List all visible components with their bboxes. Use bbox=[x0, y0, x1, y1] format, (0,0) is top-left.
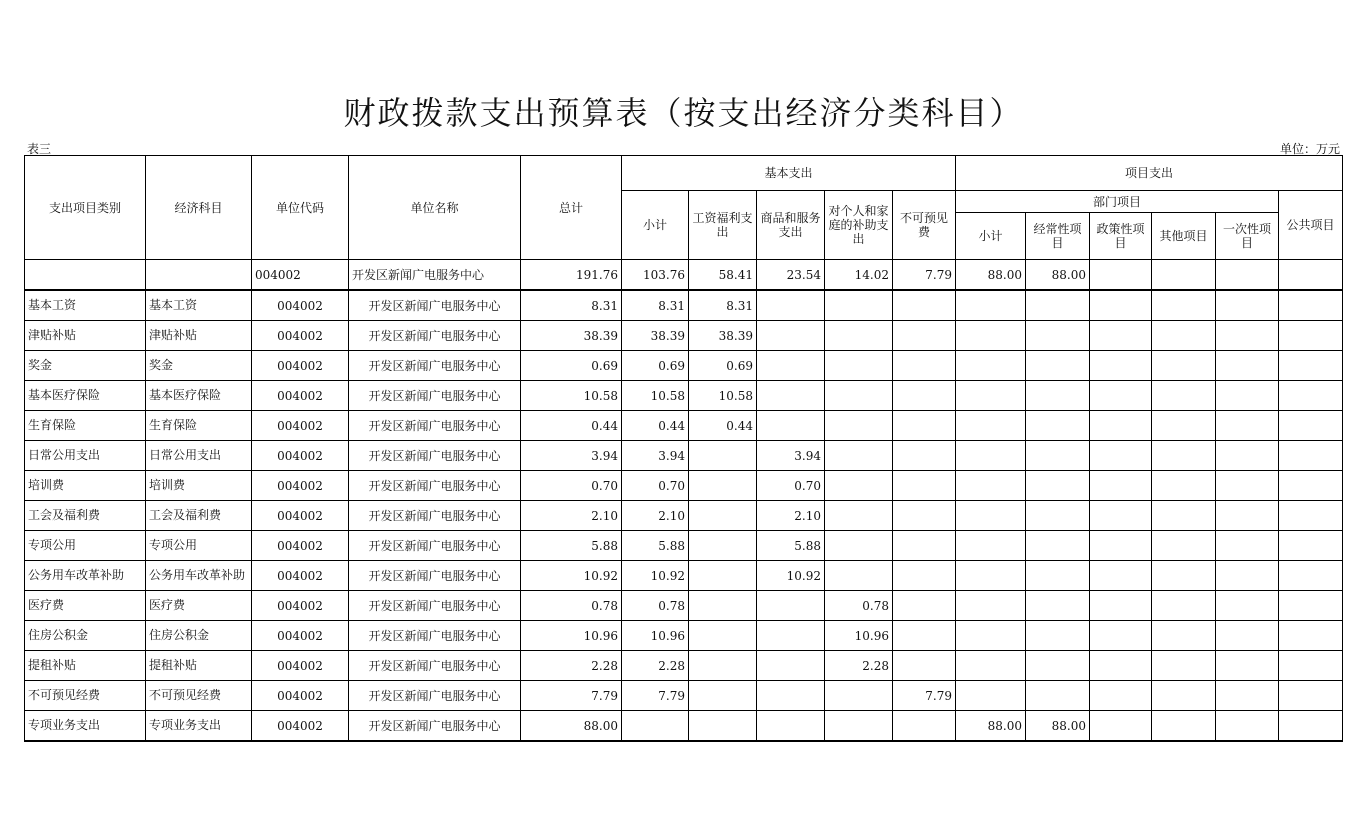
unit-label: 单位：万元 bbox=[1279, 142, 1340, 156]
cell-econ: 基本医疗保险 bbox=[146, 381, 252, 411]
cell-unforeseen bbox=[893, 711, 956, 742]
cell-category: 津贴补贴 bbox=[25, 321, 146, 351]
cell-unforeseen bbox=[893, 471, 956, 501]
cell-policy bbox=[1090, 531, 1152, 561]
cell-policy bbox=[1090, 621, 1152, 651]
cell-personal: 0.78 bbox=[825, 591, 893, 621]
cell-operating bbox=[1026, 441, 1090, 471]
cell-name: 开发区新闻广电服务中心 bbox=[349, 591, 521, 621]
cell-personal bbox=[825, 561, 893, 591]
cell-policy bbox=[1090, 290, 1152, 321]
header-econ: 经济科目 bbox=[146, 156, 252, 260]
cell-unforeseen bbox=[893, 561, 956, 591]
cell-name: 开发区新闻广电服务中心 bbox=[349, 651, 521, 681]
cell-wage bbox=[689, 711, 757, 742]
cell-operating: 88.00 bbox=[1026, 711, 1090, 742]
cell-project-subtotal bbox=[956, 351, 1026, 381]
cell-personal: 14.02 bbox=[825, 260, 893, 291]
cell-goods bbox=[757, 381, 825, 411]
cell-other bbox=[1152, 441, 1216, 471]
cell-onetime bbox=[1216, 260, 1279, 291]
cell-wage: 0.69 bbox=[689, 351, 757, 381]
cell-policy bbox=[1090, 591, 1152, 621]
cell-other bbox=[1152, 711, 1216, 742]
cell-other bbox=[1152, 681, 1216, 711]
cell-other bbox=[1152, 321, 1216, 351]
cell-project-subtotal bbox=[956, 471, 1026, 501]
cell-unforeseen bbox=[893, 321, 956, 351]
cell-operating bbox=[1026, 321, 1090, 351]
table-row bbox=[25, 381, 1343, 411]
header-onetime: 一次性项目 bbox=[1216, 213, 1279, 260]
cell-other bbox=[1152, 651, 1216, 681]
header-total: 总计 bbox=[521, 156, 622, 260]
cell-policy bbox=[1090, 321, 1152, 351]
header-operating: 经常性项目 bbox=[1026, 213, 1090, 260]
cell-other bbox=[1152, 351, 1216, 381]
cell-category: 公务用车改革补助 bbox=[25, 561, 146, 591]
cell-econ bbox=[146, 260, 252, 291]
cell-other bbox=[1152, 290, 1216, 321]
cell-onetime bbox=[1216, 561, 1279, 591]
cell-operating bbox=[1026, 411, 1090, 441]
cell-personal bbox=[825, 501, 893, 531]
cell-name: 开发区新闻广电服务中心 bbox=[349, 441, 521, 471]
cell-policy bbox=[1090, 711, 1152, 742]
cell-operating bbox=[1026, 531, 1090, 561]
cell-personal bbox=[825, 381, 893, 411]
cell-basic-subtotal: 7.79 bbox=[622, 681, 689, 711]
cell-name: 开发区新闻广电服务中心 bbox=[349, 621, 521, 651]
cell-public bbox=[1279, 591, 1343, 621]
cell-public bbox=[1279, 561, 1343, 591]
cell-basic-subtotal: 103.76 bbox=[622, 260, 689, 291]
table-row bbox=[25, 561, 1343, 591]
header-p-subtotal: 小计 bbox=[956, 213, 1026, 260]
cell-project-subtotal bbox=[956, 591, 1026, 621]
cell-personal bbox=[825, 411, 893, 441]
cell-unforeseen bbox=[893, 651, 956, 681]
cell-code: 004002 bbox=[252, 260, 349, 291]
cell-public bbox=[1279, 290, 1343, 321]
cell-unforeseen: 7.79 bbox=[893, 260, 956, 291]
cell-goods: 2.10 bbox=[757, 501, 825, 531]
cell-name: 开发区新闻广电服务中心 bbox=[349, 260, 521, 291]
cell-econ: 公务用车改革补助 bbox=[146, 561, 252, 591]
cell-project-subtotal bbox=[956, 441, 1026, 471]
header-row-1 bbox=[25, 156, 1343, 191]
cell-unforeseen: 7.79 bbox=[893, 681, 956, 711]
cell-basic-subtotal: 0.69 bbox=[622, 351, 689, 381]
cell-policy bbox=[1090, 411, 1152, 441]
cell-category: 住房公积金 bbox=[25, 621, 146, 651]
table-row bbox=[25, 321, 1343, 351]
cell-code: 004002 bbox=[252, 681, 349, 711]
cell-project-subtotal bbox=[956, 321, 1026, 351]
cell-other bbox=[1152, 260, 1216, 291]
cell-public bbox=[1279, 381, 1343, 411]
header-unforeseen: 不可预见费 bbox=[893, 191, 956, 260]
cell-code: 004002 bbox=[252, 501, 349, 531]
cell-operating bbox=[1026, 681, 1090, 711]
header-subtotal: 小计 bbox=[622, 191, 689, 260]
cell-operating bbox=[1026, 351, 1090, 381]
cell-policy bbox=[1090, 651, 1152, 681]
cell-other bbox=[1152, 621, 1216, 651]
cell-basic-subtotal: 3.94 bbox=[622, 441, 689, 471]
cell-personal bbox=[825, 351, 893, 381]
table-row bbox=[25, 621, 1343, 651]
cell-wage: 0.44 bbox=[689, 411, 757, 441]
cell-onetime bbox=[1216, 681, 1279, 711]
cell-name: 开发区新闻广电服务中心 bbox=[349, 321, 521, 351]
cell-name: 开发区新闻广电服务中心 bbox=[349, 531, 521, 561]
header-other: 其他项目 bbox=[1152, 213, 1216, 260]
cell-total: 0.44 bbox=[521, 411, 622, 441]
cell-name: 开发区新闻广电服务中心 bbox=[349, 681, 521, 711]
cell-category: 基本工资 bbox=[25, 290, 146, 321]
cell-code: 004002 bbox=[252, 591, 349, 621]
cell-onetime bbox=[1216, 591, 1279, 621]
cell-onetime bbox=[1216, 501, 1279, 531]
cell-public bbox=[1279, 711, 1343, 742]
cell-unforeseen bbox=[893, 351, 956, 381]
cell-basic-subtotal: 10.92 bbox=[622, 561, 689, 591]
cell-wage bbox=[689, 591, 757, 621]
cell-category: 日常公用支出 bbox=[25, 441, 146, 471]
cell-total: 8.31 bbox=[521, 290, 622, 321]
header-policy: 政策性项目 bbox=[1090, 213, 1152, 260]
cell-code: 004002 bbox=[252, 651, 349, 681]
cell-public bbox=[1279, 621, 1343, 651]
cell-project-subtotal bbox=[956, 501, 1026, 531]
cell-public bbox=[1279, 411, 1343, 441]
cell-project-subtotal bbox=[956, 531, 1026, 561]
cell-total: 3.94 bbox=[521, 441, 622, 471]
cell-policy bbox=[1090, 501, 1152, 531]
cell-unforeseen bbox=[893, 501, 956, 531]
cell-operating: 88.00 bbox=[1026, 260, 1090, 291]
cell-econ: 医疗费 bbox=[146, 591, 252, 621]
cell-total: 0.78 bbox=[521, 591, 622, 621]
table-row bbox=[25, 711, 1343, 742]
cell-project-subtotal bbox=[956, 411, 1026, 441]
cell-personal bbox=[825, 321, 893, 351]
cell-operating bbox=[1026, 290, 1090, 321]
cell-goods bbox=[757, 591, 825, 621]
cell-other bbox=[1152, 591, 1216, 621]
cell-unforeseen bbox=[893, 381, 956, 411]
cell-goods: 10.92 bbox=[757, 561, 825, 591]
header-project: 项目支出 bbox=[956, 156, 1343, 191]
cell-goods bbox=[757, 411, 825, 441]
cell-project-subtotal bbox=[956, 561, 1026, 591]
cell-goods: 5.88 bbox=[757, 531, 825, 561]
cell-goods bbox=[757, 351, 825, 381]
cell-basic-subtotal: 8.31 bbox=[622, 290, 689, 321]
cell-policy bbox=[1090, 260, 1152, 291]
cell-total: 0.70 bbox=[521, 471, 622, 501]
table-row bbox=[25, 471, 1343, 501]
cell-basic-subtotal: 5.88 bbox=[622, 531, 689, 561]
cell-code: 004002 bbox=[252, 351, 349, 381]
cell-total: 2.10 bbox=[521, 501, 622, 531]
cell-other bbox=[1152, 531, 1216, 561]
cell-wage bbox=[689, 621, 757, 651]
cell-total: 7.79 bbox=[521, 681, 622, 711]
cell-public bbox=[1279, 501, 1343, 531]
cell-total: 88.00 bbox=[521, 711, 622, 742]
cell-code: 004002 bbox=[252, 290, 349, 321]
cell-goods: 3.94 bbox=[757, 441, 825, 471]
table-row bbox=[25, 681, 1343, 711]
cell-basic-subtotal: 10.96 bbox=[622, 621, 689, 651]
cell-other bbox=[1152, 471, 1216, 501]
cell-total: 38.39 bbox=[521, 321, 622, 351]
cell-policy bbox=[1090, 471, 1152, 501]
cell-wage bbox=[689, 531, 757, 561]
cell-category: 培训费 bbox=[25, 471, 146, 501]
cell-personal bbox=[825, 290, 893, 321]
cell-project-subtotal bbox=[956, 621, 1026, 651]
cell-basic-subtotal: 0.78 bbox=[622, 591, 689, 621]
cell-unforeseen bbox=[893, 621, 956, 651]
cell-personal: 10.96 bbox=[825, 621, 893, 651]
cell-basic-subtotal bbox=[622, 711, 689, 742]
cell-name: 开发区新闻广电服务中心 bbox=[349, 411, 521, 441]
header-personal: 对个人和家庭的补助支出 bbox=[825, 191, 893, 260]
cell-project-subtotal bbox=[956, 290, 1026, 321]
cell-category: 医疗费 bbox=[25, 591, 146, 621]
cell-operating bbox=[1026, 591, 1090, 621]
cell-goods bbox=[757, 290, 825, 321]
cell-basic-subtotal: 0.44 bbox=[622, 411, 689, 441]
cell-onetime bbox=[1216, 351, 1279, 381]
cell-onetime bbox=[1216, 471, 1279, 501]
cell-public bbox=[1279, 651, 1343, 681]
cell-code: 004002 bbox=[252, 531, 349, 561]
cell-personal bbox=[825, 441, 893, 471]
cell-total: 191.76 bbox=[521, 260, 622, 291]
cell-econ: 住房公积金 bbox=[146, 621, 252, 651]
cell-econ: 津贴补贴 bbox=[146, 321, 252, 351]
cell-wage: 8.31 bbox=[689, 290, 757, 321]
cell-category: 专项公用 bbox=[25, 531, 146, 561]
cell-other bbox=[1152, 381, 1216, 411]
cell-basic-subtotal: 2.28 bbox=[622, 651, 689, 681]
cell-policy bbox=[1090, 681, 1152, 711]
header-wage: 工资福利支出 bbox=[689, 191, 757, 260]
cell-unforeseen bbox=[893, 441, 956, 471]
cell-wage bbox=[689, 561, 757, 591]
cell-onetime bbox=[1216, 411, 1279, 441]
cell-wage bbox=[689, 651, 757, 681]
cell-goods bbox=[757, 711, 825, 742]
cell-goods bbox=[757, 651, 825, 681]
table-row bbox=[25, 501, 1343, 531]
cell-policy bbox=[1090, 561, 1152, 591]
cell-total: 10.58 bbox=[521, 381, 622, 411]
cell-operating bbox=[1026, 651, 1090, 681]
cell-wage bbox=[689, 681, 757, 711]
cell-econ: 提租补贴 bbox=[146, 651, 252, 681]
cell-econ: 生育保险 bbox=[146, 411, 252, 441]
cell-basic-subtotal: 38.39 bbox=[622, 321, 689, 351]
header-basic: 基本支出 bbox=[622, 156, 956, 191]
table-row bbox=[25, 260, 1343, 291]
cell-public bbox=[1279, 441, 1343, 471]
cell-basic-subtotal: 10.58 bbox=[622, 381, 689, 411]
cell-econ: 专项业务支出 bbox=[146, 711, 252, 742]
cell-name: 开发区新闻广电服务中心 bbox=[349, 381, 521, 411]
cell-public bbox=[1279, 321, 1343, 351]
cell-econ: 基本工资 bbox=[146, 290, 252, 321]
cell-personal bbox=[825, 681, 893, 711]
cell-wage bbox=[689, 441, 757, 471]
cell-operating bbox=[1026, 471, 1090, 501]
header-dept-project: 部门项目 bbox=[956, 191, 1279, 213]
cell-code: 004002 bbox=[252, 381, 349, 411]
cell-category: 基本医疗保险 bbox=[25, 381, 146, 411]
cell-public bbox=[1279, 351, 1343, 381]
cell-public bbox=[1279, 471, 1343, 501]
header-name: 单位名称 bbox=[349, 156, 521, 260]
cell-wage: 10.58 bbox=[689, 381, 757, 411]
cell-onetime bbox=[1216, 711, 1279, 742]
cell-goods: 0.70 bbox=[757, 471, 825, 501]
cell-wage bbox=[689, 501, 757, 531]
header-category: 支出项目类别 bbox=[25, 156, 146, 260]
cell-name: 开发区新闻广电服务中心 bbox=[349, 561, 521, 591]
cell-project-subtotal bbox=[956, 381, 1026, 411]
table-number: 表三 bbox=[27, 142, 52, 156]
cell-project-subtotal bbox=[956, 681, 1026, 711]
cell-name: 开发区新闻广电服务中心 bbox=[349, 351, 521, 381]
cell-name: 开发区新闻广电服务中心 bbox=[349, 501, 521, 531]
page-title: 财政拨款支出预算表（按支出经济分类科目） bbox=[343, 94, 1024, 132]
cell-personal bbox=[825, 531, 893, 561]
cell-personal: 2.28 bbox=[825, 651, 893, 681]
cell-unforeseen bbox=[893, 411, 956, 441]
table-row bbox=[25, 290, 1343, 321]
cell-category: 专项业务支出 bbox=[25, 711, 146, 742]
cell-wage: 58.41 bbox=[689, 260, 757, 291]
cell-project-subtotal: 88.00 bbox=[956, 711, 1026, 742]
cell-other bbox=[1152, 411, 1216, 441]
cell-code: 004002 bbox=[252, 411, 349, 441]
table-row bbox=[25, 651, 1343, 681]
cell-econ: 专项公用 bbox=[146, 531, 252, 561]
cell-onetime bbox=[1216, 621, 1279, 651]
table-row bbox=[25, 441, 1343, 471]
cell-unforeseen bbox=[893, 591, 956, 621]
cell-policy bbox=[1090, 351, 1152, 381]
cell-goods: 23.54 bbox=[757, 260, 825, 291]
cell-onetime bbox=[1216, 290, 1279, 321]
cell-category: 提租补贴 bbox=[25, 651, 146, 681]
cell-code: 004002 bbox=[252, 621, 349, 651]
cell-basic-subtotal: 2.10 bbox=[622, 501, 689, 531]
cell-other bbox=[1152, 501, 1216, 531]
budget-table bbox=[24, 155, 1343, 742]
header-goods: 商品和服务支出 bbox=[757, 191, 825, 260]
table-row bbox=[25, 411, 1343, 441]
cell-public bbox=[1279, 531, 1343, 561]
cell-code: 004002 bbox=[252, 471, 349, 501]
cell-goods bbox=[757, 681, 825, 711]
cell-total: 10.92 bbox=[521, 561, 622, 591]
cell-other bbox=[1152, 561, 1216, 591]
cell-onetime bbox=[1216, 651, 1279, 681]
cell-policy bbox=[1090, 441, 1152, 471]
cell-operating bbox=[1026, 501, 1090, 531]
cell-name: 开发区新闻广电服务中心 bbox=[349, 471, 521, 501]
cell-total: 0.69 bbox=[521, 351, 622, 381]
cell-project-subtotal: 88.00 bbox=[956, 260, 1026, 291]
table-row bbox=[25, 591, 1343, 621]
cell-personal bbox=[825, 471, 893, 501]
cell-onetime bbox=[1216, 441, 1279, 471]
cell-total: 5.88 bbox=[521, 531, 622, 561]
cell-name: 开发区新闻广电服务中心 bbox=[349, 290, 521, 321]
cell-basic-subtotal: 0.70 bbox=[622, 471, 689, 501]
cell-goods bbox=[757, 321, 825, 351]
cell-category: 工会及福利费 bbox=[25, 501, 146, 531]
cell-code: 004002 bbox=[252, 321, 349, 351]
cell-category: 奖金 bbox=[25, 351, 146, 381]
cell-category: 不可预见经费 bbox=[25, 681, 146, 711]
cell-unforeseen bbox=[893, 531, 956, 561]
cell-unforeseen bbox=[893, 290, 956, 321]
cell-public bbox=[1279, 681, 1343, 711]
cell-wage: 38.39 bbox=[689, 321, 757, 351]
table-row bbox=[25, 351, 1343, 381]
cell-public bbox=[1279, 260, 1343, 291]
header-code: 单位代码 bbox=[252, 156, 349, 260]
cell-operating bbox=[1026, 561, 1090, 591]
cell-category: 生育保险 bbox=[25, 411, 146, 441]
cell-policy bbox=[1090, 381, 1152, 411]
table-row bbox=[25, 531, 1343, 561]
cell-project-subtotal bbox=[956, 651, 1026, 681]
cell-econ: 奖金 bbox=[146, 351, 252, 381]
cell-econ: 日常公用支出 bbox=[146, 441, 252, 471]
cell-econ: 培训费 bbox=[146, 471, 252, 501]
cell-wage bbox=[689, 471, 757, 501]
cell-personal bbox=[825, 711, 893, 742]
cell-name: 开发区新闻广电服务中心 bbox=[349, 711, 521, 742]
cell-onetime bbox=[1216, 381, 1279, 411]
cell-econ: 工会及福利费 bbox=[146, 501, 252, 531]
cell-category bbox=[25, 260, 146, 291]
cell-code: 004002 bbox=[252, 441, 349, 471]
cell-operating bbox=[1026, 621, 1090, 651]
cell-onetime bbox=[1216, 531, 1279, 561]
cell-onetime bbox=[1216, 321, 1279, 351]
header-public: 公共项目 bbox=[1279, 191, 1343, 260]
cell-code: 004002 bbox=[252, 561, 349, 591]
cell-econ: 不可预见经费 bbox=[146, 681, 252, 711]
cell-operating bbox=[1026, 381, 1090, 411]
cell-total: 10.96 bbox=[521, 621, 622, 651]
cell-code: 004002 bbox=[252, 711, 349, 742]
cell-total: 2.28 bbox=[521, 651, 622, 681]
cell-goods bbox=[757, 621, 825, 651]
